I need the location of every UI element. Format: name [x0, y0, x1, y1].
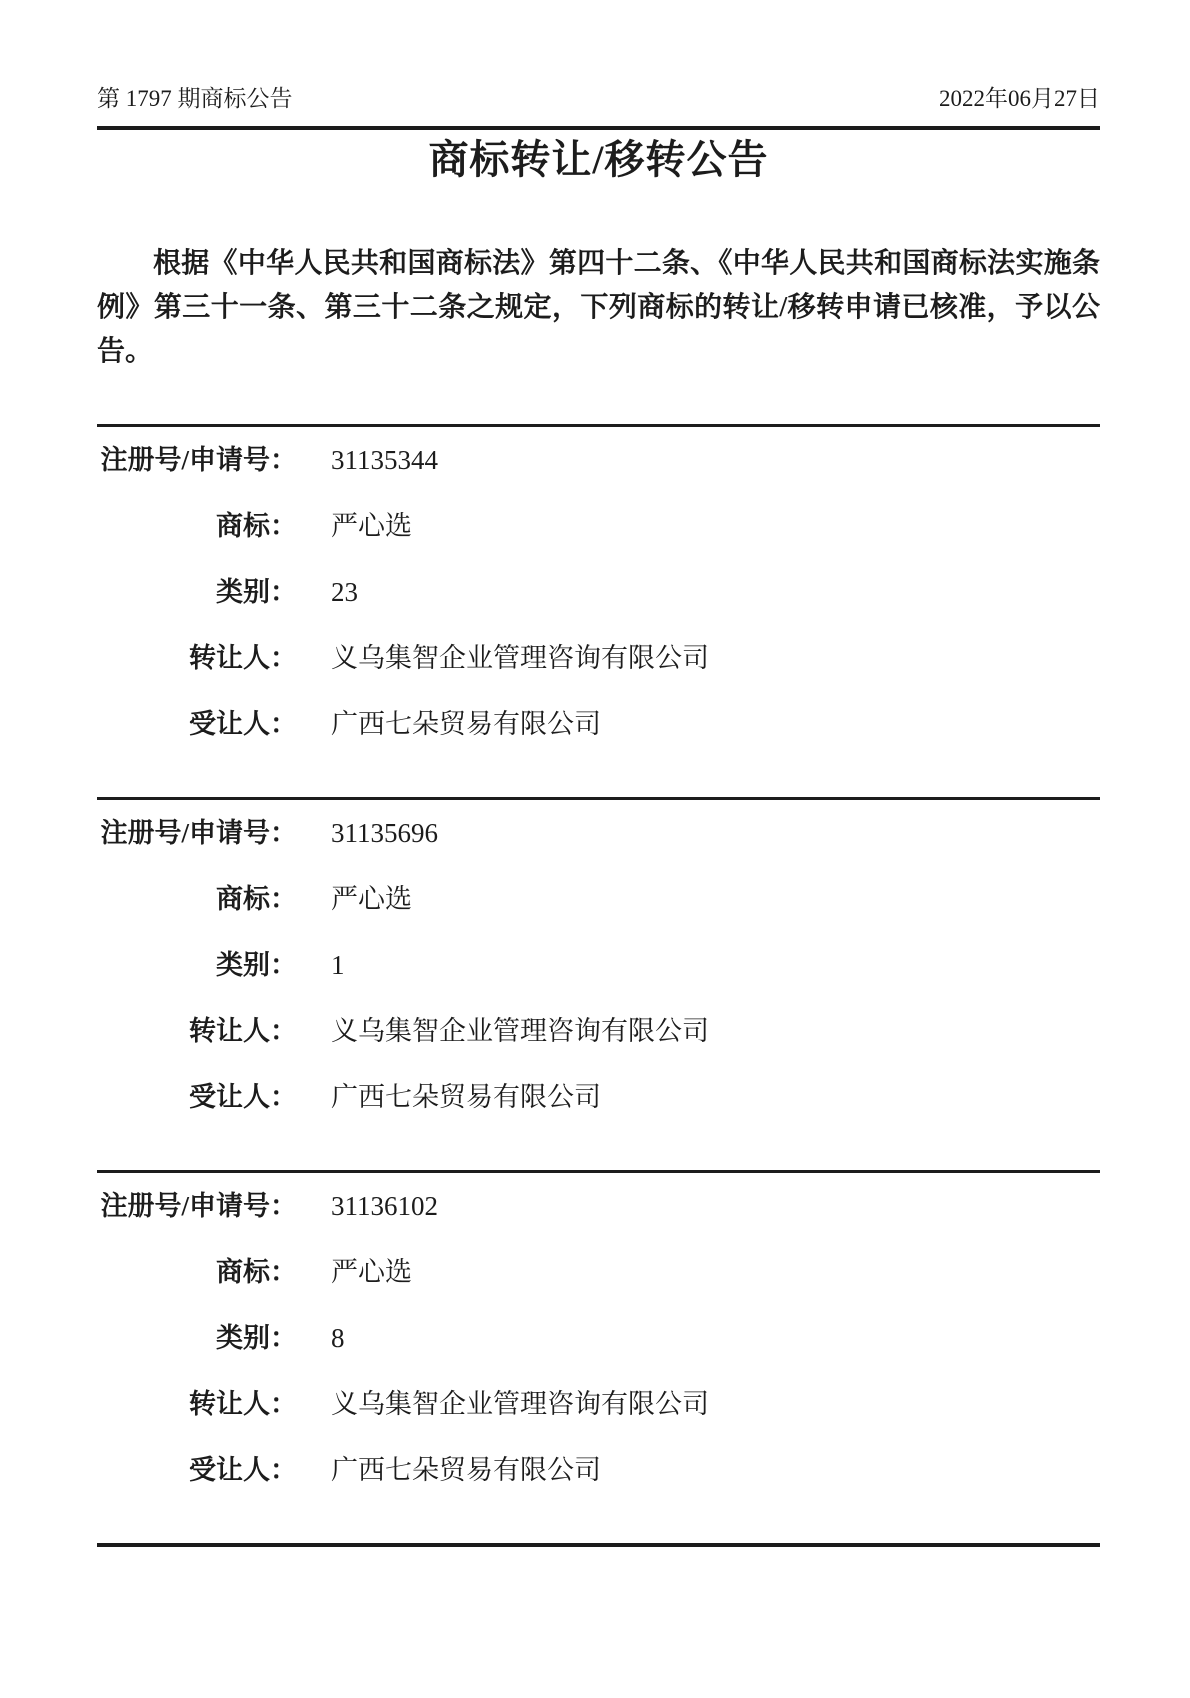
record-row-regno	[97, 816, 1100, 850]
assignee-value: 广西七朵贸易有限公司	[331, 709, 601, 739]
regno-label: 注册号/申请号：	[100, 1191, 297, 1221]
trademark-label: 商标：	[216, 511, 297, 541]
bottom-divider	[97, 1543, 1100, 1547]
assignee-value: 广西七朵贸易有限公司	[331, 1082, 601, 1112]
assignor-value: 义乌集智企业管理咨询有限公司	[331, 1389, 709, 1419]
class-value: 23	[331, 577, 358, 607]
class-label: 类别：	[216, 950, 297, 980]
assignee-value: 广西七朵贸易有限公司	[331, 1455, 601, 1485]
trademark-label: 商标：	[216, 1257, 297, 1287]
assignee-label: 受让人：	[189, 1455, 297, 1485]
gazette-issue-label: 第 1797 期商标公告	[97, 86, 293, 111]
page-title: 商标转让/移转公告	[428, 137, 769, 182]
record-row-assignee	[97, 1080, 1100, 1114]
trademark-label: 商标：	[216, 884, 297, 914]
record-row-regno	[97, 443, 1100, 477]
trademark-value: 严心选	[331, 511, 412, 541]
record-row-regno	[97, 1189, 1100, 1223]
regno-label: 注册号/申请号：	[100, 445, 297, 475]
assignor-label: 转让人：	[189, 1389, 297, 1419]
record-item-2	[97, 797, 1100, 1170]
assignor-value: 义乌集智企业管理咨询有限公司	[331, 1016, 709, 1046]
record-row-assignee	[97, 1453, 1100, 1487]
assignor-value: 义乌集智企业管理咨询有限公司	[331, 643, 709, 673]
trademark-value: 严心选	[331, 884, 412, 914]
trademark-value: 严心选	[331, 1257, 412, 1287]
regno-value: 31135344	[331, 445, 438, 475]
assignor-label: 转让人：	[189, 1016, 297, 1046]
record-row-assignor	[97, 1014, 1100, 1048]
regno-label: 注册号/申请号：	[100, 818, 297, 848]
assignee-label: 受让人：	[189, 1082, 297, 1112]
record-row-class	[97, 575, 1100, 609]
gazette-date-label: 2022年06月27日	[939, 86, 1100, 111]
record-row-trademark	[97, 882, 1100, 916]
class-value: 8	[331, 1323, 345, 1353]
record-item-1	[97, 424, 1100, 797]
page-header	[97, 86, 1100, 112]
record-row-trademark	[97, 1255, 1100, 1289]
record-row-assignor	[97, 641, 1100, 675]
record-item-3	[97, 1170, 1100, 1543]
regno-value: 31135696	[331, 818, 438, 848]
assignee-label: 受让人：	[189, 709, 297, 739]
record-row-trademark	[97, 509, 1100, 543]
intro-paragraph: 根据《中华人民共和国商标法》第四十二条、《中华人民共和国商标法实施条例》第三十一条、第三十二条之规定，下列商标的转让/移转申请已核准，予以公告。	[97, 248, 1100, 367]
records-list	[97, 424, 1100, 1543]
class-label: 类别：	[216, 577, 297, 607]
record-row-assignor	[97, 1387, 1100, 1421]
assignor-label: 转让人：	[189, 643, 297, 673]
header-divider	[97, 126, 1100, 130]
record-row-class	[97, 948, 1100, 982]
regno-value: 31136102	[331, 1191, 438, 1221]
record-row-class	[97, 1321, 1100, 1355]
record-row-assignee	[97, 707, 1100, 741]
class-value: 1	[331, 950, 345, 980]
class-label: 类别：	[216, 1323, 297, 1353]
